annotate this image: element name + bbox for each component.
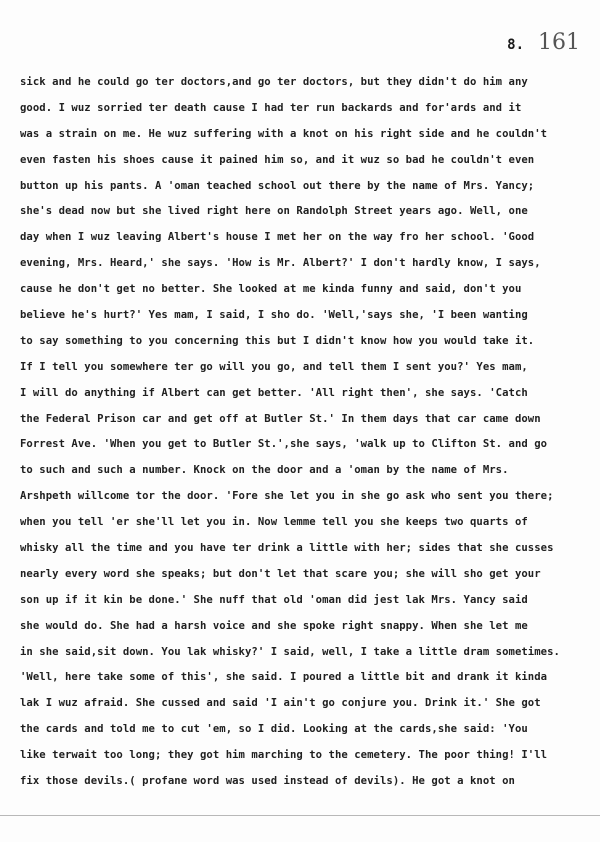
text-line: whisky all the time and you have ter drink a little with her; sides that she cusses [20,542,554,555]
text-line: son up if it kin be done.' She nuff that old 'oman did jest lak Mrs. Yancy said [20,593,528,606]
text-line: when you tell 'er she'll let you in. Now lemme tell you she keeps two quarts of [20,516,528,529]
text-line: was a strain on me. He wuz suffering with a knot on his right side and he couldn't [20,127,548,140]
text-line: day when I wuz leaving Albert's house I met her on the way fro her school. 'Good [20,231,535,244]
text-line: the Federal Prison car and get off at Butler St.' In them days that car came down [20,412,541,425]
text-line: button up his pants. A 'oman teached school out there by the name of Mrs. Yancy; [20,179,535,192]
text-line: to say something to you concerning this but I didn't know how you would take it. [20,334,535,347]
text-line: lak I wuz afraid. She cussed and said 'I ain't go conjure you. Drink it.' She got [20,697,541,710]
text-line: fix those devils.( profane word was used instead of devils). He got a knot on [20,775,515,788]
text-line: she would do. She had a harsh voice and she spoke right snappy. When she let me [20,619,528,632]
text-line: If I tell you somewhere ter go will you go, and tell them I sent you?' Yes mam, [20,360,528,373]
text-line: cause he don't get no better. She looked at me kinda funny and said, don't you [20,283,522,296]
text-line: sick and he could go ter doctors,and go ter doctors, but they didn't do him any [20,76,528,88]
text-line: I will do anything if Albert can get better. 'All right then', she says. 'Catch [20,386,528,399]
text-line: Forrest Ave. 'When you get to Butler St.',she says, 'walk up to Clifton St. and go [20,438,548,451]
text-line: believe he's hurt?' Yes mam, I said, I sho do. 'Well,'says she, 'I been wanting [20,309,528,322]
page-bottom-edge [0,815,600,816]
page-number: 161 [538,30,580,55]
text-line: to such and such a number. Knock on the door and a 'oman by the name of Mrs. [20,464,509,477]
page-letter: 8. [507,37,524,53]
text-line: even fasten his shoes cause it pained him so, and it wuz so bad he couldn't even [20,153,535,166]
text-line: good. I wuz sorried ter death cause I had ter run backards and for'ards and it [20,101,522,114]
text-line: like terwait too long; they got him marching to the cemetery. The poor thing! I'll [20,749,548,762]
text-line: she's dead now but she lived right here on Randolph Street years ago. Well, one [20,205,528,218]
text-line: in she said,sit down. You lak whisky?' I said, well, I take a little dram sometimes. [20,645,560,658]
text-line: 'Well, here take some of this', she said. I poured a little bit and drank it kinda [20,671,548,684]
text-line: evening, Mrs. Heard,' she says. 'How is Mr. Albert?' I don't hardly know, I says, [20,257,541,270]
page-header [507,30,580,55]
text-line: Arshpeth willcome tor the door. 'Fore she let you in she go ask who sent you there; [20,490,554,503]
body-text [20,70,580,795]
text-line: the cards and told me to cut 'em, so I did. Looking at the cards,she said: 'You [20,723,528,736]
text-line: nearly every word she speaks; but don't let that scare you; she will sho get your [20,567,541,580]
